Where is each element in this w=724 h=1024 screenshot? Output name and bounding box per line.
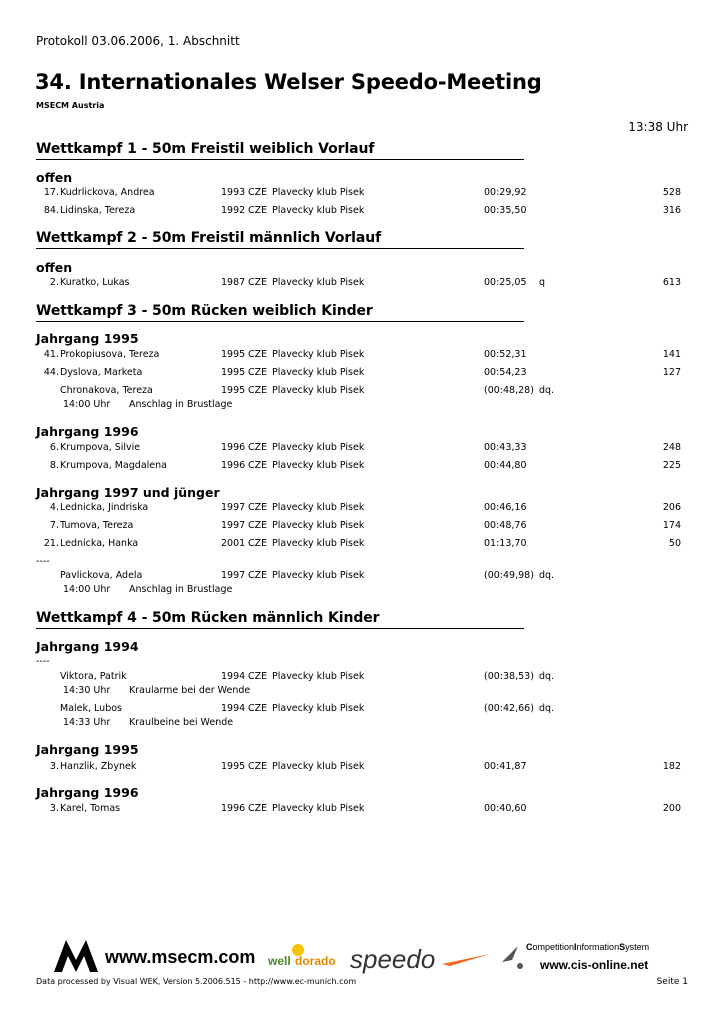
cell-year: 1996 xyxy=(221,442,246,453)
cell-time: (00:42,66) xyxy=(484,703,534,714)
cell-time: 00:52,31 xyxy=(484,349,527,360)
cis-url: www.cis-online.net xyxy=(540,958,649,972)
cell-year: 1992 xyxy=(221,205,246,216)
cell-club: Plavecky klub Pisek xyxy=(272,385,365,396)
result-row xyxy=(0,442,724,456)
cell-year: 1996 xyxy=(221,803,246,814)
cell-nat: CZE xyxy=(248,570,268,581)
cell-pts: 50 xyxy=(668,538,681,549)
cell-time: 00:40,60 xyxy=(484,803,527,814)
speedo-text: speedo xyxy=(350,944,436,974)
cell-name: Tumova, Tereza xyxy=(60,520,134,531)
dq-separator: ---- xyxy=(36,556,50,567)
cell-rank: 3. xyxy=(49,803,59,814)
result-row xyxy=(0,538,724,552)
dq-note xyxy=(0,685,724,699)
cell-nat: CZE xyxy=(248,502,268,513)
cell-pts: 316 xyxy=(662,205,681,216)
cell-rank: 84. xyxy=(43,205,59,216)
welldorado-text-2: dorado xyxy=(295,954,336,968)
cell-rank: 21. xyxy=(43,538,59,549)
cell-time: 01:13,70 xyxy=(484,538,527,549)
cell-rank: 17. xyxy=(43,187,59,198)
cell-year: 1997 xyxy=(221,520,246,531)
cell-time: 00:46,16 xyxy=(484,502,527,513)
cell-name: Malek, Lubos xyxy=(60,703,122,714)
dq-note xyxy=(0,717,724,731)
group-title: Jahrgang 1994 xyxy=(36,639,139,654)
cell-nat: CZE xyxy=(248,460,268,471)
cell-club: Plavecky klub Pisek xyxy=(272,460,365,471)
cell-pts: 528 xyxy=(662,187,681,198)
event-title: Wettkampf 1 - 50m Freistil weiblich Vorlauf xyxy=(36,141,524,160)
dq-note-time: 14:33 Uhr xyxy=(63,717,111,728)
dq-note xyxy=(0,584,724,598)
cell-name: Karel, Tomas xyxy=(60,803,121,814)
cell-name: Pavlickova, Adela xyxy=(60,570,143,581)
group-title: Jahrgang 1996 xyxy=(36,424,139,439)
result-row xyxy=(0,205,724,219)
group-title: Jahrgang 1997 und jünger xyxy=(36,485,220,500)
cell-rank: 7. xyxy=(49,520,59,531)
cell-club: Plavecky klub Pisek xyxy=(272,570,365,581)
cell-rank: 41. xyxy=(43,349,59,360)
cell-time: 00:48,76 xyxy=(484,520,527,531)
cell-name: Lednicka, Hanka xyxy=(60,538,139,549)
dq-note-text: Anschlag in Brustlage xyxy=(129,584,233,595)
cell-rank: 2. xyxy=(49,277,59,288)
cell-pts: 248 xyxy=(662,442,681,453)
cell-pts: 200 xyxy=(662,803,681,814)
footer-logos xyxy=(50,932,650,982)
cell-year: 1993 xyxy=(221,187,246,198)
cell-nat: CZE xyxy=(248,703,268,714)
cell-pts: 206 xyxy=(662,502,681,513)
dq-note-text: Kraulbeine bei Wende xyxy=(129,717,234,728)
result-row xyxy=(0,803,724,817)
result-row xyxy=(0,502,724,516)
group-title: offen xyxy=(36,260,73,275)
cell-pts: 225 xyxy=(662,460,681,471)
cis-nformation: nformation xyxy=(576,942,620,952)
cell-club: Plavecky klub Pisek xyxy=(272,502,365,513)
cell-q: dq. xyxy=(539,570,555,581)
group-title: Jahrgang 1995 xyxy=(36,331,139,346)
cell-time: 00:25,05 xyxy=(484,277,527,288)
cell-club: Plavecky klub Pisek xyxy=(272,538,365,549)
cell-name: Viktora, Patrik xyxy=(60,671,127,682)
processed-note: Data processed by Visual WEK, Version 5.2006.515 - http://www.ec-munich.com xyxy=(36,977,357,986)
cell-q: dq. xyxy=(539,703,555,714)
result-row xyxy=(0,460,724,474)
print-time: 13:38 Uhr xyxy=(628,120,688,134)
cell-name: Prokopiusova, Tereza xyxy=(60,349,160,360)
cell-nat: CZE xyxy=(248,442,268,453)
group-title: Jahrgang 1996 xyxy=(36,785,139,800)
cell-time: (00:49,98) xyxy=(484,570,534,581)
dq-note-time: 14:30 Uhr xyxy=(63,685,111,696)
cell-name: Krumpova, Silvie xyxy=(60,442,141,453)
result-row xyxy=(0,671,724,685)
protokoll-line: Protokoll 03.06.2006, 1. Abschnitt xyxy=(36,34,240,48)
cell-year: 2001 xyxy=(221,538,246,549)
cell-club: Plavecky klub Pisek xyxy=(272,442,365,453)
dq-note xyxy=(0,399,724,413)
group-title: Jahrgang 1995 xyxy=(36,742,139,757)
page-number: Seite 1 xyxy=(656,977,688,987)
cell-pts: 613 xyxy=(662,277,681,288)
cell-club: Plavecky klub Pisek xyxy=(272,761,365,772)
cis-ompetition: ompetition xyxy=(532,942,575,952)
cell-year: 1997 xyxy=(221,570,246,581)
cell-nat: CZE xyxy=(248,538,268,549)
cell-year: 1996 xyxy=(221,460,246,471)
cell-year: 1997 xyxy=(221,502,246,513)
msecm-url: www.msecm.com xyxy=(105,947,256,967)
cis-logo xyxy=(502,942,649,972)
result-row xyxy=(0,385,724,399)
cell-nat: CZE xyxy=(248,520,268,531)
cell-pts: 141 xyxy=(662,349,681,360)
event-title: Wettkampf 4 - 50m Rücken männlich Kinder xyxy=(36,610,524,629)
cell-time: 00:35,50 xyxy=(484,205,527,216)
cell-year: 1994 xyxy=(221,671,246,682)
cell-time: 00:44,80 xyxy=(484,460,527,471)
cell-q: dq. xyxy=(539,671,555,682)
cell-name: Dyslova, Marketa xyxy=(60,367,143,378)
cell-rank: 8. xyxy=(49,460,59,471)
cell-rank: 4. xyxy=(49,502,59,513)
cell-year: 1995 xyxy=(221,349,246,360)
dq-note-time: 14:00 Uhr xyxy=(63,584,111,595)
cell-year: 1995 xyxy=(221,761,246,772)
cell-club: Plavecky klub Pisek xyxy=(272,367,365,378)
cis-s: S xyxy=(619,942,626,952)
cell-time: 00:43,33 xyxy=(484,442,527,453)
cell-name: Hanzlik, Zbynek xyxy=(60,761,137,772)
cell-club: Plavecky klub Pisek xyxy=(272,703,365,714)
cell-name: Chronakova, Tereza xyxy=(60,385,153,396)
result-row xyxy=(0,187,724,201)
cell-club: Plavecky klub Pisek xyxy=(272,520,365,531)
cell-pts: 127 xyxy=(662,367,681,378)
organizer: MSECM Austria xyxy=(36,101,105,110)
cell-nat: CZE xyxy=(248,761,268,772)
cell-nat: CZE xyxy=(248,349,268,360)
cell-club: Plavecky klub Pisek xyxy=(272,803,365,814)
cell-rank: 6. xyxy=(49,442,59,453)
cell-year: 1994 xyxy=(221,703,246,714)
cell-club: Plavecky klub Pisek xyxy=(272,671,365,682)
cell-club: Plavecky klub Pisek xyxy=(272,349,365,360)
cis-c: C xyxy=(526,942,533,952)
speedo-logo xyxy=(350,944,490,974)
cell-nat: CZE xyxy=(248,803,268,814)
cell-nat: CZE xyxy=(248,187,268,198)
result-row xyxy=(0,520,724,534)
dq-note-text: Kraularme bei der Wende xyxy=(129,685,251,696)
result-row xyxy=(0,761,724,775)
cell-q: q xyxy=(539,277,546,288)
cell-rank: 44. xyxy=(43,367,59,378)
cell-name: Kuratko, Lukas xyxy=(60,277,130,288)
result-row xyxy=(0,570,724,584)
cell-time: 00:54,23 xyxy=(484,367,527,378)
cell-nat: CZE xyxy=(248,385,268,396)
result-row xyxy=(0,349,724,363)
cell-name: Lidinska, Tereza xyxy=(60,205,136,216)
cell-name: Lednicka, Jindriska xyxy=(60,502,149,513)
cell-time: 00:29,92 xyxy=(484,187,527,198)
msecm-logo xyxy=(54,940,255,972)
group-title: offen xyxy=(36,170,73,185)
cell-name: Kudrlickova, Andrea xyxy=(60,187,155,198)
cell-pts: 182 xyxy=(662,761,681,772)
welldorado-text-1: well xyxy=(268,954,291,968)
cell-club: Plavecky klub Pisek xyxy=(272,187,365,198)
cell-club: Plavecky klub Pisek xyxy=(272,277,365,288)
cell-q: dq. xyxy=(539,385,555,396)
cell-rank: 3. xyxy=(49,761,59,772)
dq-note-time: 14:00 Uhr xyxy=(63,399,111,410)
cis-i: I xyxy=(574,942,577,952)
sponsor-logos xyxy=(50,932,650,982)
cell-year: 1995 xyxy=(221,367,246,378)
cell-time: (00:38,53) xyxy=(484,671,534,682)
dq-note-text: Anschlag in Brustlage xyxy=(129,399,233,410)
page-title: 34. Internationales Welser Speedo-Meeting xyxy=(35,70,542,94)
svg-text:CompetitionInformationSystem xyxy=(526,942,649,952)
cell-nat: CZE xyxy=(248,367,268,378)
cell-nat: CZE xyxy=(248,205,268,216)
welldorado-logo xyxy=(267,944,336,968)
cell-club: Plavecky klub Pisek xyxy=(272,205,365,216)
cell-pts: 174 xyxy=(662,520,681,531)
result-row xyxy=(0,703,724,717)
cell-time: (00:48,28) xyxy=(484,385,534,396)
result-row xyxy=(0,277,724,291)
cell-year: 1987 xyxy=(221,277,246,288)
dq-separator: ---- xyxy=(36,656,50,667)
event-title: Wettkampf 3 - 50m Rücken weiblich Kinder xyxy=(36,303,524,322)
cis-ystem: ystem xyxy=(625,942,650,952)
cell-time: 00:41,87 xyxy=(484,761,527,772)
cell-name: Krumpova, Magdalena xyxy=(60,460,167,471)
result-row xyxy=(0,367,724,381)
event-title: Wettkampf 2 - 50m Freistil männlich Vorlauf xyxy=(36,230,524,249)
cell-nat: CZE xyxy=(248,277,268,288)
cell-year: 1995 xyxy=(221,385,246,396)
cell-nat: CZE xyxy=(248,671,268,682)
